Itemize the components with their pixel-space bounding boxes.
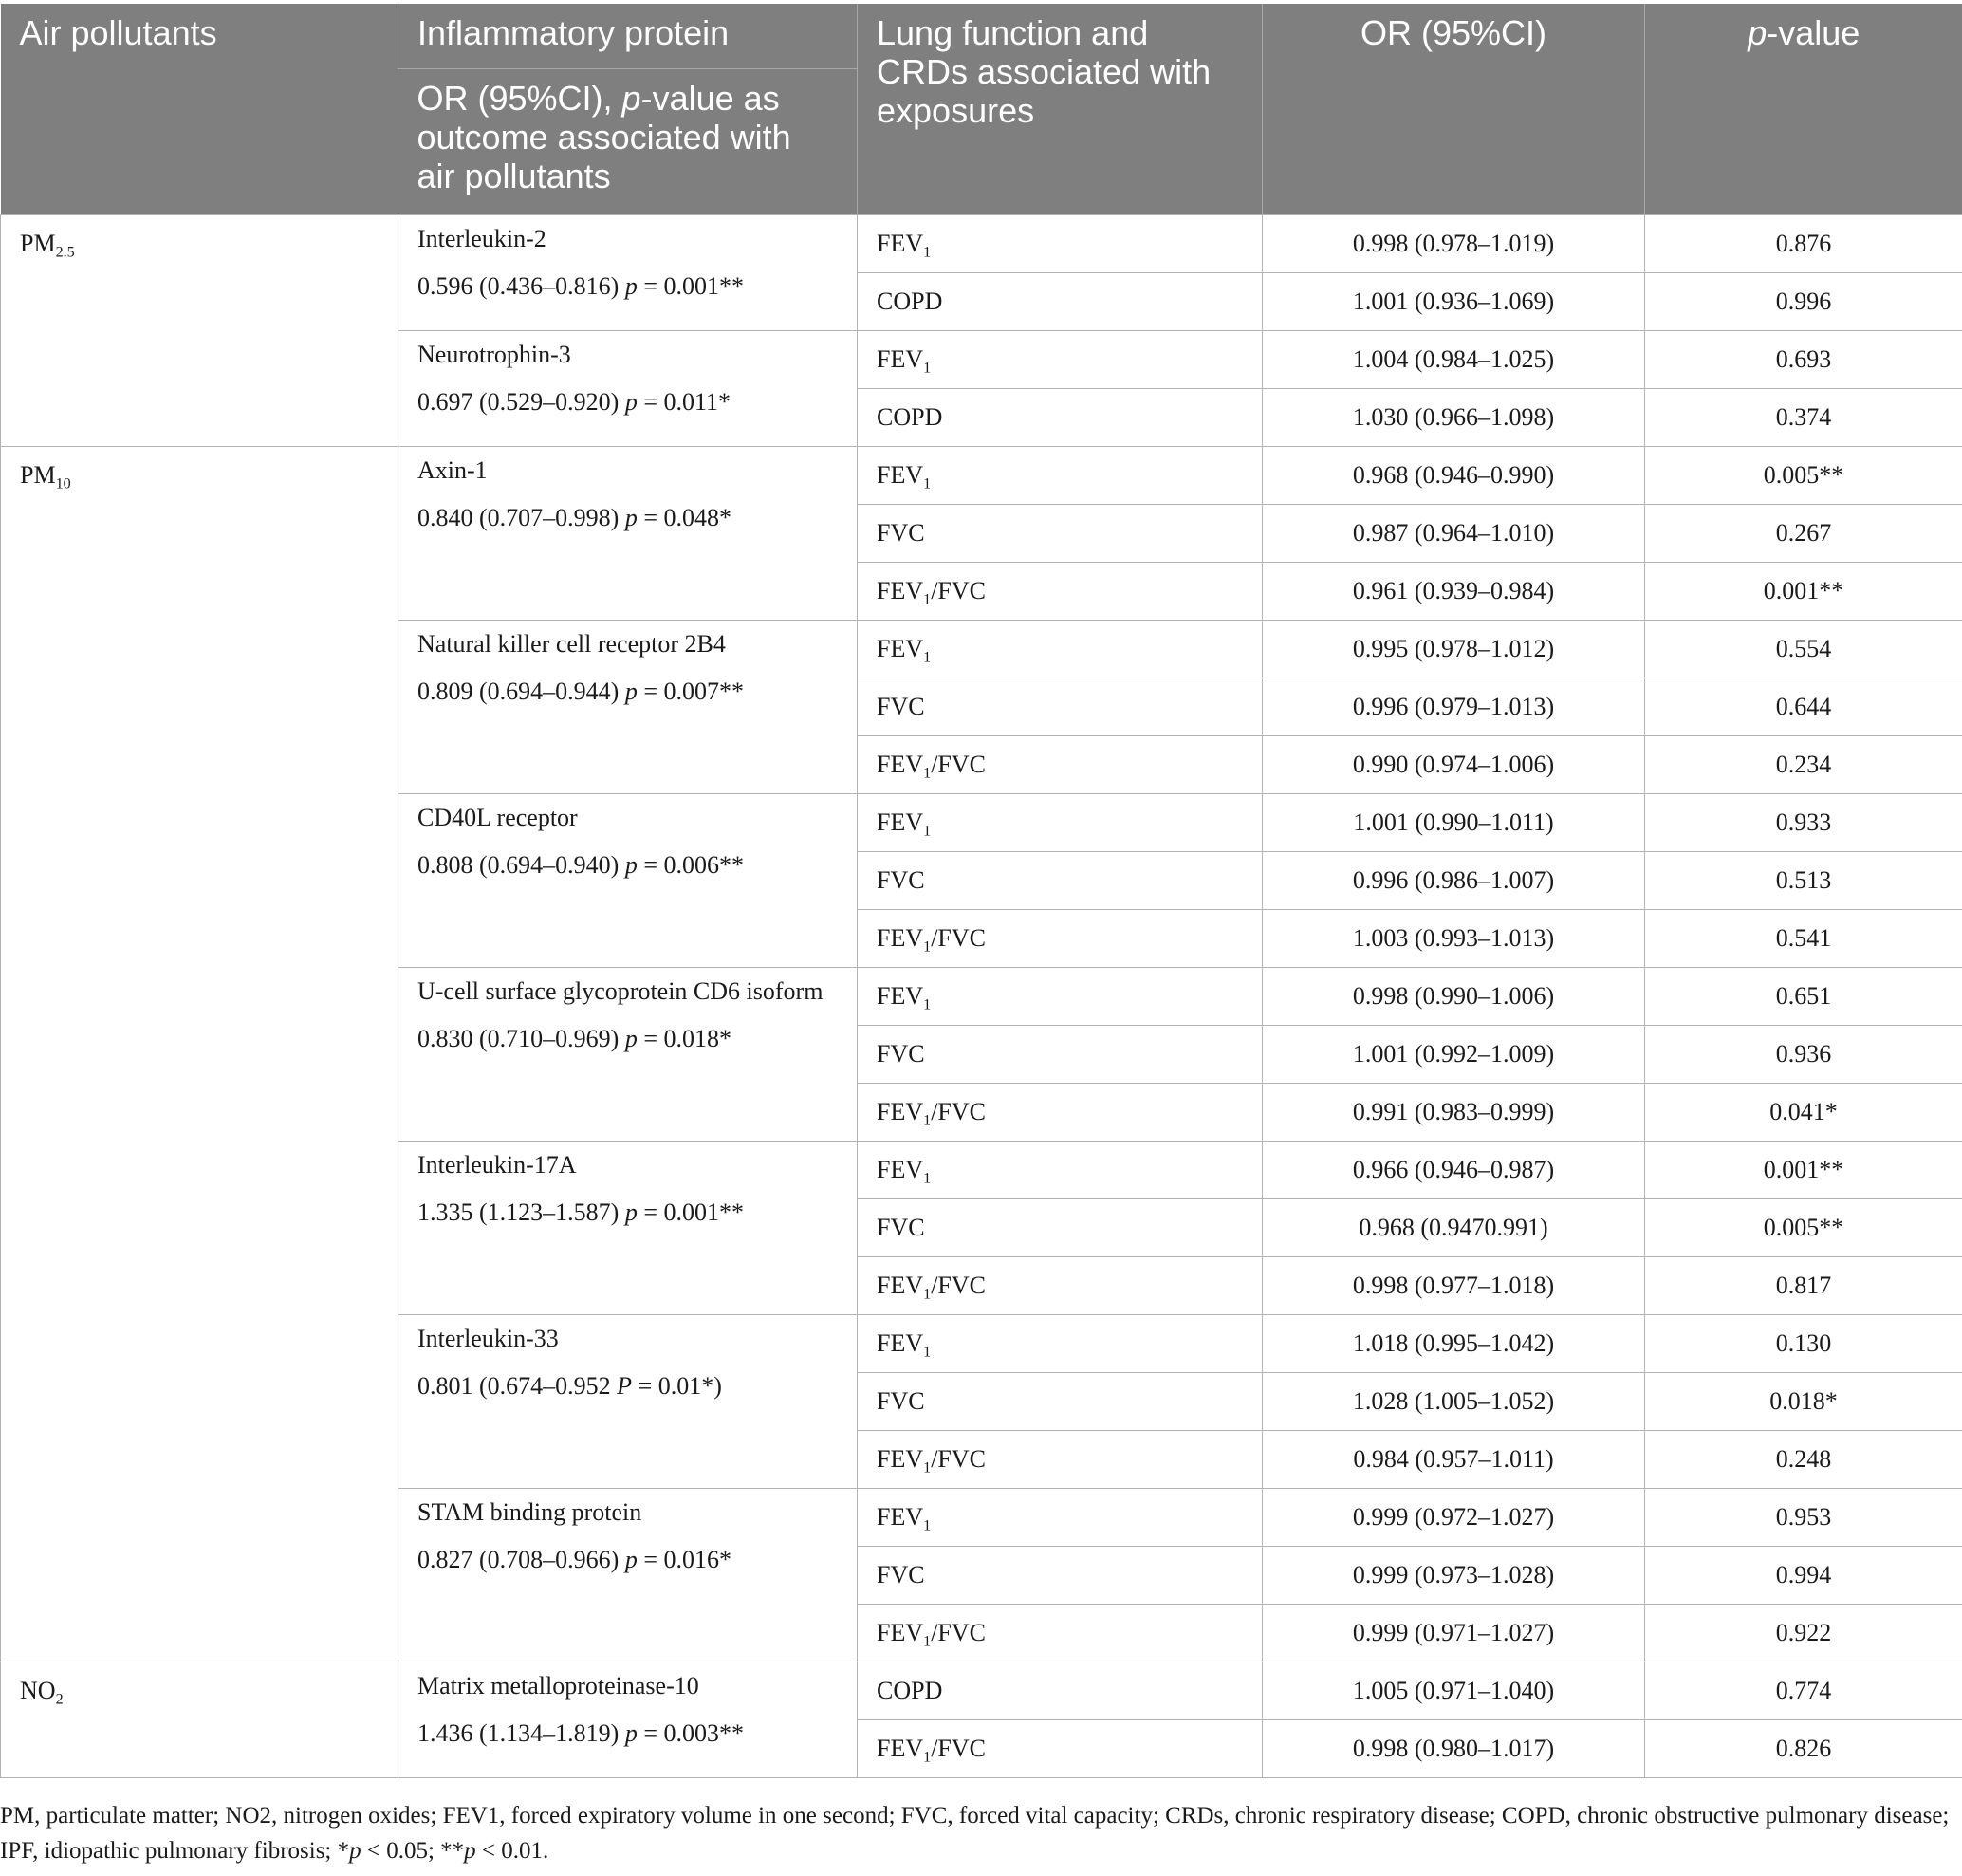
outcome-label: $FEV_1$/FVC [877, 1445, 986, 1477]
protein-name: Interleukin-2 [417, 225, 546, 252]
outcome-cell [858, 1605, 1263, 1662]
or-ci-cell: 0.995 (0.978–1.012) [1263, 621, 1645, 678]
header-p-value: p-value [1645, 4, 1962, 215]
or-ci-cell: 0.998 (0.980–1.017) [1263, 1720, 1645, 1778]
outcome-label: FVC [877, 693, 925, 720]
pollutant-label: $PM_{2.5}$ [20, 230, 75, 261]
outcome-label: $FEV_1$ [877, 345, 932, 377]
header-air-pollutants: Air pollutants [1, 4, 398, 215]
outcome-cell [858, 736, 1263, 794]
or-ci-cell: 1.028 (1.005–1.052) [1263, 1373, 1645, 1431]
protein-or-stat: 1.335 (1.123–1.587) p = 0.001** [417, 1198, 744, 1226]
protein-or-stat: 0.840 (0.707–0.998) p = 0.048* [417, 504, 731, 531]
pollutant-cell [1, 1662, 398, 1778]
p-value-cell: 0.996 [1645, 273, 1962, 331]
or-ci-cell: 1.003 (0.993–1.013) [1263, 910, 1645, 968]
outcome-cell [858, 1199, 1263, 1257]
protein-cell [398, 794, 858, 968]
pollutant-cell [1, 447, 398, 1662]
p-value-cell: 0.234 [1645, 736, 1962, 794]
protein-name: U-cell surface glycoprotein CD6 isoform [417, 977, 824, 1005]
outcome-label: FVC [877, 1040, 925, 1068]
p-value-cell: 0.001** [1645, 563, 1962, 621]
p-value-cell: 0.644 [1645, 678, 1962, 736]
or-ci-cell: 1.001 (0.990–1.011) [1263, 794, 1645, 852]
outcome-label: $FEV_1$ [877, 1503, 932, 1534]
pollutant-cell [1, 215, 398, 447]
protein-cell [398, 1315, 858, 1489]
outcome-cell [858, 447, 1263, 505]
protein-or-stat: 0.808 (0.694–0.940) p = 0.006** [417, 851, 744, 879]
or-ci-cell: 0.999 (0.971–1.027) [1263, 1605, 1645, 1662]
protein-or-stat: 0.830 (0.710–0.969) p = 0.018* [417, 1025, 731, 1052]
outcome-cell [858, 1373, 1263, 1431]
outcome-cell [858, 678, 1263, 736]
header-inflammatory-protein: Inflammatory protein [398, 4, 858, 69]
outcome-cell [858, 1142, 1263, 1199]
p-value-cell: 0.005** [1645, 447, 1962, 505]
outcome-label: $FEV_1$ [877, 808, 932, 840]
protein-cell [398, 1142, 858, 1315]
or-ci-cell: 0.999 (0.972–1.027) [1263, 1489, 1645, 1547]
outcome-cell [858, 505, 1263, 563]
or-ci-cell: 0.961 (0.939–0.984) [1263, 563, 1645, 621]
outcome-cell [858, 1431, 1263, 1489]
protein-or-stat: 0.809 (0.694–0.944) p = 0.007** [417, 678, 744, 705]
outcome-label: FVC [877, 1561, 925, 1588]
pollutant-label: $NO_2$ [20, 1677, 64, 1708]
table-row [1, 1662, 1962, 1720]
p-value-cell: 0.774 [1645, 1662, 1962, 1720]
or-ci-cell: 0.990 (0.974–1.006) [1263, 736, 1645, 794]
outcome-cell [858, 1315, 1263, 1373]
or-ci-cell: 1.004 (0.984–1.025) [1263, 331, 1645, 389]
outcome-cell [858, 1720, 1263, 1778]
protein-name: Natural killer cell receptor 2B4 [417, 630, 726, 658]
outcome-cell [858, 273, 1263, 331]
pollutant-label: $PM_{10}$ [20, 461, 71, 492]
or-ci-cell: 0.996 (0.986–1.007) [1263, 852, 1645, 910]
protein-or-stat: 0.801 (0.674–0.952 P = 0.01*) [417, 1372, 722, 1400]
protein-name: Axin-1 [417, 456, 488, 484]
outcome-label: $FEV_1$/FVC [877, 924, 986, 956]
or-ci-cell: 1.030 (0.966–1.098) [1263, 389, 1645, 447]
outcome-cell [858, 794, 1263, 852]
outcome-label: FVC [877, 519, 925, 547]
table-row [1, 215, 1962, 273]
outcome-cell [858, 910, 1263, 968]
p-value-cell: 0.513 [1645, 852, 1962, 910]
outcome-label: $FEV_1$/FVC [877, 1619, 986, 1650]
p-value-cell: 0.041* [1645, 1084, 1962, 1142]
p-value-cell: 0.248 [1645, 1431, 1962, 1489]
or-ci-cell: 0.996 (0.979–1.013) [1263, 678, 1645, 736]
outcome-label: $FEV_1$/FVC [877, 751, 986, 782]
protein-cell [398, 968, 858, 1142]
p-value-cell: 0.130 [1645, 1315, 1962, 1373]
protein-cell [398, 1662, 858, 1778]
or-ci-cell: 0.987 (0.964–1.010) [1263, 505, 1645, 563]
protein-or-stat: 1.436 (1.134–1.819) p = 0.003** [417, 1719, 744, 1747]
outcome-label: $FEV_1$ [877, 461, 932, 492]
p-value-cell: 0.922 [1645, 1605, 1962, 1662]
or-ci-cell: 0.998 (0.978–1.019) [1263, 215, 1645, 273]
table-header [1, 4, 1962, 215]
outcome-label: $FEV_1$ [877, 1156, 932, 1187]
outcome-cell [858, 1257, 1263, 1315]
p-value-cell: 0.005** [1645, 1199, 1962, 1257]
protein-name: Interleukin-33 [417, 1325, 559, 1352]
protein-or-stat: 0.697 (0.529–0.920) p = 0.011* [417, 388, 731, 416]
outcome-label: COPD [877, 288, 943, 315]
or-ci-cell: 0.966 (0.946–0.987) [1263, 1142, 1645, 1199]
outcome-cell [858, 563, 1263, 621]
p-value-cell: 0.876 [1645, 215, 1962, 273]
protein-or-stat: 0.827 (0.708–0.966) p = 0.016* [417, 1546, 731, 1573]
outcome-label: FVC [877, 1214, 925, 1241]
p-value-cell: 0.994 [1645, 1547, 1962, 1605]
table-footnote: PM, particulate matter; NO2, nitrogen oxides; FEV1, forced expiratory volume in one second; FVC, forced vital capacity; CRDs, chronic respiratory disease; COPD, chronic obstructive pulmonary disease; IPF, idiopathic pulmonary fibrosis; *p < 0.05; **p < 0.01. [0, 1803, 1950, 1864]
outcome-cell [858, 852, 1263, 910]
outcome-cell [858, 1026, 1263, 1084]
table-body [1, 215, 1962, 1778]
protein-name: STAM binding protein [417, 1498, 642, 1526]
p-value-cell: 0.018* [1645, 1373, 1962, 1431]
outcome-label: $FEV_1$ [877, 1329, 932, 1361]
outcome-label: $FEV_1$/FVC [877, 1098, 986, 1129]
p-value-cell: 0.651 [1645, 968, 1962, 1026]
p-value-cell: 0.374 [1645, 389, 1962, 447]
header-protein-or-subheader: OR (95%CI), p-value as outcome associated with air pollutants [398, 69, 858, 215]
p-value-cell: 0.936 [1645, 1026, 1962, 1084]
outcome-label: $FEV_1$ [877, 982, 932, 1013]
p-value-cell: 0.817 [1645, 1257, 1962, 1315]
table-row [1, 447, 1962, 505]
outcome-cell [858, 389, 1263, 447]
outcome-cell [858, 1662, 1263, 1720]
or-ci-cell: 1.005 (0.971–1.040) [1263, 1662, 1645, 1720]
p-value-cell: 0.933 [1645, 794, 1962, 852]
or-ci-cell: 0.968 (0.946–0.990) [1263, 447, 1645, 505]
header-lung-function: Lung function and CRDs associated with exposures [858, 4, 1263, 215]
outcome-cell [858, 331, 1263, 389]
outcome-label: $FEV_1$/FVC [877, 577, 986, 608]
or-ci-cell: 0.968 (0.9470.991) [1263, 1199, 1645, 1257]
or-ci-cell: 1.001 (0.992–1.009) [1263, 1026, 1645, 1084]
protein-cell [398, 1489, 858, 1662]
protein-cell [398, 621, 858, 794]
protein-cell [398, 447, 858, 621]
p-value-cell: 0.693 [1645, 331, 1962, 389]
outcome-label: $FEV_1$/FVC [877, 1735, 986, 1766]
p-value-cell: 0.541 [1645, 910, 1962, 968]
header-or-ci: OR (95%CI) [1263, 4, 1645, 215]
protein-name: Matrix metalloproteinase-10 [417, 1672, 699, 1700]
outcome-cell [858, 1489, 1263, 1547]
protein-or-stat: 0.596 (0.436–0.816) p = 0.001** [417, 272, 744, 300]
outcome-label: $FEV_1$ [877, 230, 932, 261]
or-ci-cell: 0.998 (0.977–1.018) [1263, 1257, 1645, 1315]
outcome-cell [858, 968, 1263, 1026]
outcome-label: $FEV_1$/FVC [877, 1272, 986, 1303]
or-ci-cell: 0.999 (0.973–1.028) [1263, 1547, 1645, 1605]
or-ci-cell: 1.001 (0.936–1.069) [1263, 273, 1645, 331]
or-ci-cell: 0.984 (0.957–1.011) [1263, 1431, 1645, 1489]
outcome-label: FVC [877, 866, 925, 894]
p-value-cell: 0.826 [1645, 1720, 1962, 1778]
results-table [0, 4, 1962, 1778]
outcome-label: $FEV_1$ [877, 635, 932, 666]
protein-name: CD40L receptor [417, 804, 578, 831]
p-value-cell: 0.953 [1645, 1489, 1962, 1547]
outcome-cell [858, 215, 1263, 273]
protein-name: Neurotrophin-3 [417, 341, 571, 368]
or-ci-cell: 0.998 (0.990–1.006) [1263, 968, 1645, 1026]
p-value-cell: 0.267 [1645, 505, 1962, 563]
outcome-cell [858, 1547, 1263, 1605]
protein-cell [398, 215, 858, 331]
or-ci-cell: 0.991 (0.983–0.999) [1263, 1084, 1645, 1142]
outcome-label: COPD [877, 1677, 943, 1704]
outcome-label: COPD [877, 403, 943, 431]
outcome-label: FVC [877, 1387, 925, 1415]
protein-name: Interleukin-17A [417, 1151, 577, 1179]
outcome-cell [858, 1084, 1263, 1142]
p-value-cell: 0.554 [1645, 621, 1962, 678]
p-value-cell: 0.001** [1645, 1142, 1962, 1199]
or-ci-cell: 1.018 (0.995–1.042) [1263, 1315, 1645, 1373]
outcome-cell [858, 621, 1263, 678]
protein-cell [398, 331, 858, 447]
